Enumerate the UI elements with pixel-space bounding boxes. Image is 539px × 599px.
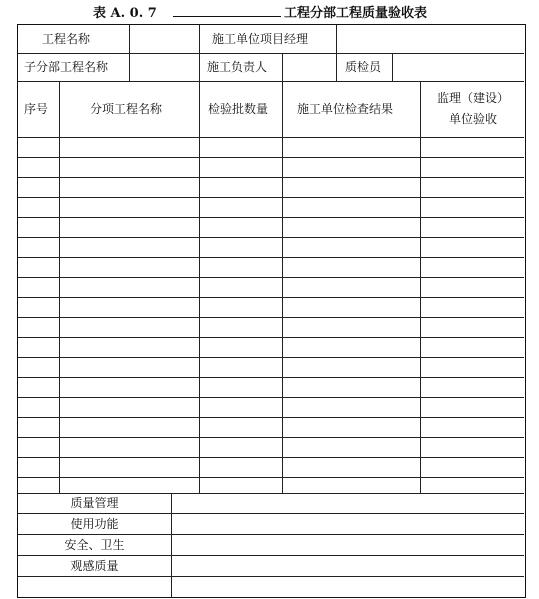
construction-manager-label: 施工单位项目经理 — [212, 32, 309, 46]
column-construction-result: 施工单位检查结果 — [297, 102, 394, 116]
table-name: 工程分部工程质量验收表 — [284, 6, 428, 21]
vline — [199, 53, 200, 81]
hline — [18, 493, 524, 494]
column-seq: 序号 — [24, 102, 49, 116]
hline — [18, 555, 524, 556]
sub-project-name-label: 子分部工程名称 — [24, 60, 109, 74]
vline — [59, 81, 60, 493]
title-blank-line — [173, 16, 281, 17]
vline — [171, 493, 172, 597]
hline — [18, 53, 524, 54]
hline — [18, 157, 524, 158]
footer-quality-management: 质量管理 — [70, 496, 119, 510]
hline — [18, 337, 524, 338]
column-supervision-line1: 监理（建设） — [436, 91, 509, 105]
hline — [18, 534, 524, 535]
vline — [336, 53, 337, 81]
hline — [18, 397, 524, 398]
acceptance-table — [17, 24, 526, 598]
hline — [18, 237, 524, 238]
table-title — [0, 0, 539, 24]
column-batch-count: 检验批数量 — [208, 102, 269, 116]
table-number: 表 A. 0. 7 — [93, 6, 157, 21]
vline — [336, 25, 337, 53]
hline — [18, 457, 524, 458]
hline — [18, 297, 524, 298]
vline — [420, 81, 421, 493]
hline — [18, 137, 524, 138]
hline — [18, 217, 524, 218]
construction-responsible-label: 施工负责人 — [207, 60, 268, 74]
hline — [18, 277, 524, 278]
vline — [199, 81, 200, 493]
vline — [392, 53, 393, 81]
hline — [18, 437, 524, 438]
quality-inspector-label: 质检员 — [345, 60, 382, 74]
vline — [199, 25, 200, 53]
hline — [18, 197, 524, 198]
hline — [18, 177, 524, 178]
hline — [18, 576, 524, 577]
hline — [18, 377, 524, 378]
vline — [282, 53, 283, 81]
vline — [129, 25, 130, 53]
hline — [18, 357, 524, 358]
hline — [18, 477, 524, 478]
hline — [18, 417, 524, 418]
vline — [129, 53, 130, 81]
column-item-name: 分项工程名称 — [90, 102, 163, 116]
project-name-label: 工程名称 — [42, 32, 91, 46]
footer-function: 使用功能 — [70, 517, 119, 531]
hline — [18, 257, 524, 258]
footer-safety-hygiene: 安全、卫生 — [64, 538, 125, 552]
hline — [18, 81, 524, 82]
column-supervision-line2: 单位验收 — [448, 112, 497, 126]
hline — [18, 317, 524, 318]
footer-appearance-quality: 观感质量 — [70, 559, 119, 573]
vline — [282, 81, 283, 493]
hline — [18, 513, 524, 514]
